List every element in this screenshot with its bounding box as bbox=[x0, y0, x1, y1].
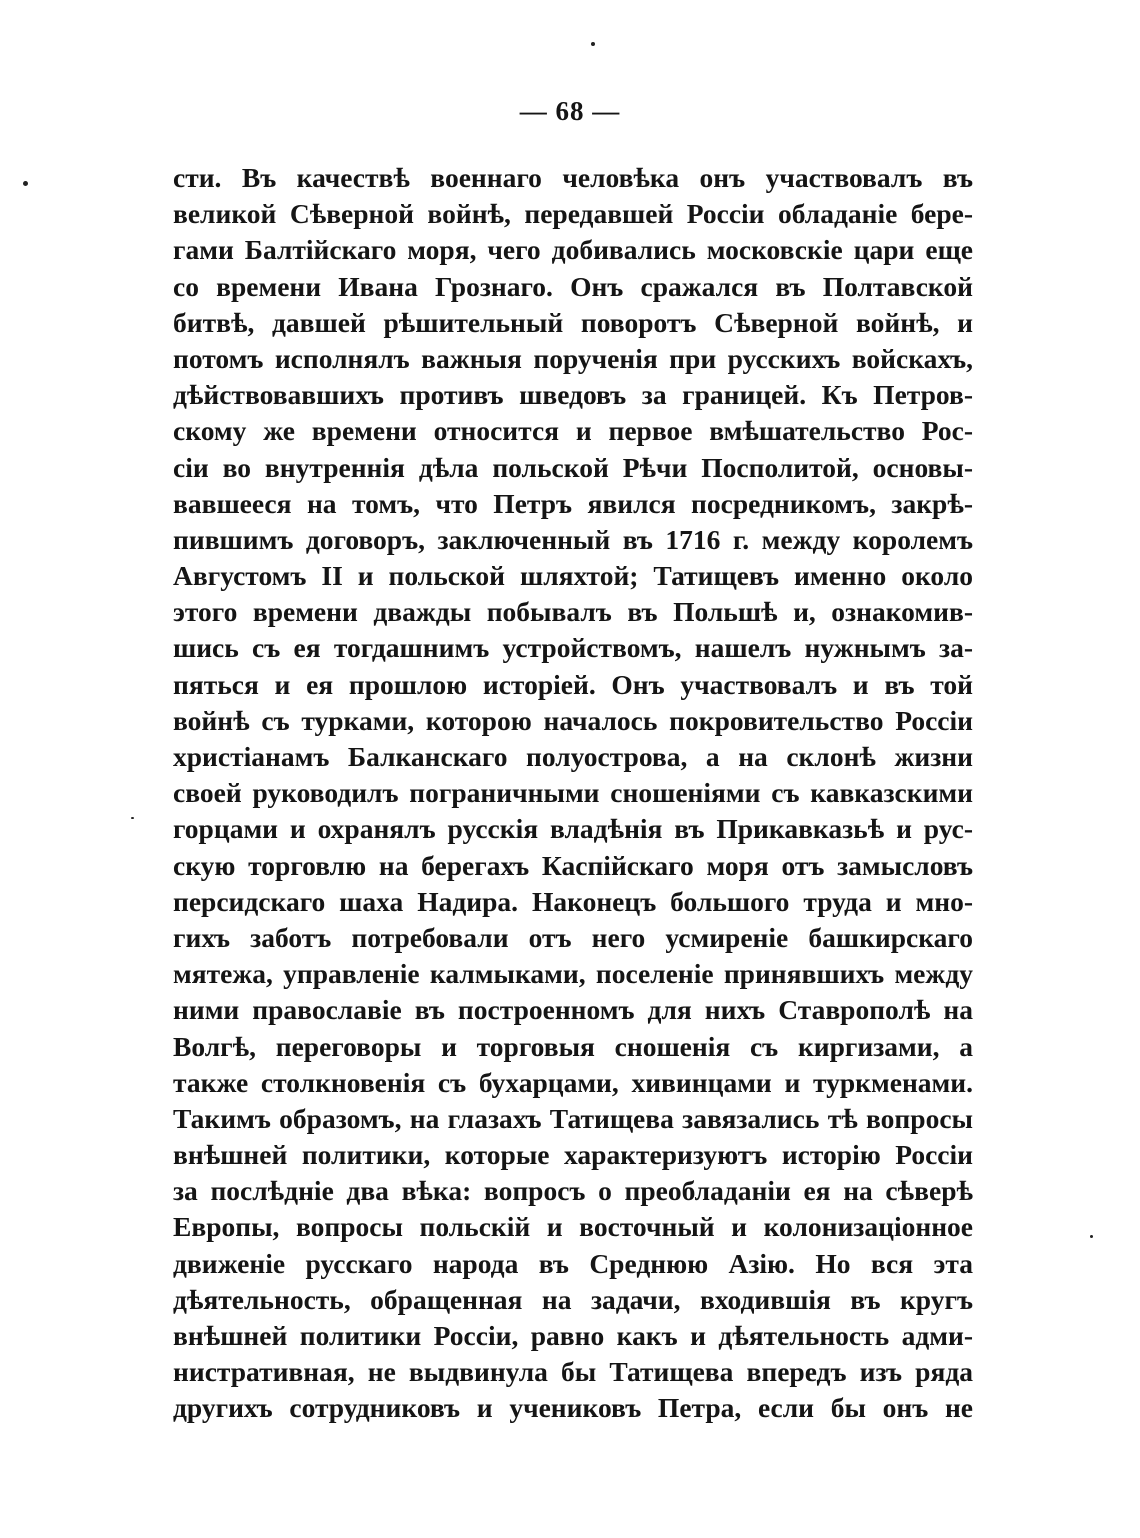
scan-speck bbox=[591, 42, 595, 46]
text-line: шись съ ея тогдашнимъ устройствомъ, нашелъ нужнымъ за- bbox=[173, 632, 973, 664]
text-line: этого времени дважды побывалъ въ Польшѣ и, ознакомив- bbox=[173, 596, 973, 628]
text-line: великой Сѣверной войнѣ, передавшей Россіи обладаніе бере- bbox=[173, 198, 973, 230]
text-line: своей руководилъ пограничными сношеніями съ кавказскими bbox=[173, 777, 973, 809]
text-line: Такимъ образомъ, на глазахъ Татищева завязались тѣ вопросы bbox=[173, 1102, 973, 1134]
text-line: гами Балтійскаго моря, чего добивались московскіе цари еще bbox=[173, 234, 973, 266]
text-line: внѣшней политики, которые характеризуютъ исторію Россіи bbox=[173, 1139, 973, 1171]
text-line: другихъ сотрудниковъ и учениковъ Петра, если бы онъ не bbox=[173, 1392, 973, 1424]
text-line: скую торговлю на берегахъ Каспійскаго моря отъ замысловъ bbox=[173, 849, 973, 881]
scan-speck bbox=[131, 817, 134, 819]
text-line: также столкновенія съ бухарцами, хивинцами и туркменами. bbox=[173, 1066, 973, 1098]
scan-speck bbox=[23, 181, 28, 186]
text-line: за послѣдніе два вѣка: вопросъ о преобладаніи ея на сѣверѣ bbox=[173, 1175, 973, 1207]
text-line: со времени Ивана Грознаго. Онъ сражался въ Полтавской bbox=[173, 270, 973, 302]
text-line: вавшееся на томъ, что Петръ явился посредникомъ, закрѣ- bbox=[173, 487, 973, 519]
text-line: скому же времени относится и первое вмѣшательство Рос- bbox=[173, 415, 973, 447]
text-line: движеніе русскаго народа въ Среднюю Азію. Но вся эта bbox=[173, 1247, 973, 1279]
text-line: Волгѣ, переговоры и торговыя сношенія съ киргизами, а bbox=[173, 1030, 973, 1062]
text-line: битвѣ, давшей рѣшительный поворотъ Сѣверной войнѣ, и bbox=[173, 306, 973, 338]
text-line: горцами и охранялъ русскія владѣнія въ Прикавказьѣ и рус- bbox=[173, 813, 973, 845]
text-line: войнѣ съ турками, которою началось покровительство Россіи bbox=[173, 704, 973, 736]
text-line: пившимъ договоръ, заключенный въ 1716 г. между королемъ bbox=[173, 523, 973, 555]
text-line: персидскаго шаха Надира. Наконецъ большого труда и мно- bbox=[173, 885, 973, 917]
text-line: гихъ заботъ потребовали отъ него усмиреніе башкирскаго bbox=[173, 921, 973, 953]
body-text bbox=[173, 160, 973, 1427]
text-line: пяться и ея прошлою исторіей. Онъ участвовалъ и въ той bbox=[173, 668, 973, 700]
text-line: сти. Въ качествѣ военнаго человѣка онъ участвовалъ въ bbox=[173, 162, 973, 193]
text-line: мятежа, управленіе калмыками, поселеніе принявшихъ между bbox=[173, 958, 973, 990]
text-line: дѣйствовавшихъ противъ шведовъ за границей. Къ Петров- bbox=[173, 379, 973, 411]
text-line: нистративная, не выдвинула бы Татищева впередъ изъ ряда bbox=[173, 1356, 973, 1388]
text-line: Августомъ II и польской шляхтой; Татищевъ именно около bbox=[173, 560, 973, 592]
text-line: ними православіе въ построенномъ для нихъ Ставрополѣ на bbox=[173, 994, 973, 1026]
text-line: сіи во внутреннія дѣла польской Рѣчи Посполитой, основы- bbox=[173, 451, 973, 483]
text-line: дѣятельность, обращенная на задачи, входившія въ кругъ bbox=[173, 1283, 973, 1315]
scan-speck bbox=[1090, 1235, 1093, 1238]
text-line: Европы, вопросы польскій и восточный и колонизаціонное bbox=[173, 1211, 973, 1243]
text-line: христіанамъ Балканскаго полуострова, а на склонѣ жизни bbox=[173, 741, 973, 772]
page-number: — 68 — bbox=[519, 96, 621, 126]
text-line: потомъ исполнялъ важныя порученія при русскихъ войскахъ, bbox=[173, 342, 973, 374]
text-line: внѣшней политики Россіи, равно какъ и дѣятельность адми- bbox=[173, 1320, 973, 1351]
